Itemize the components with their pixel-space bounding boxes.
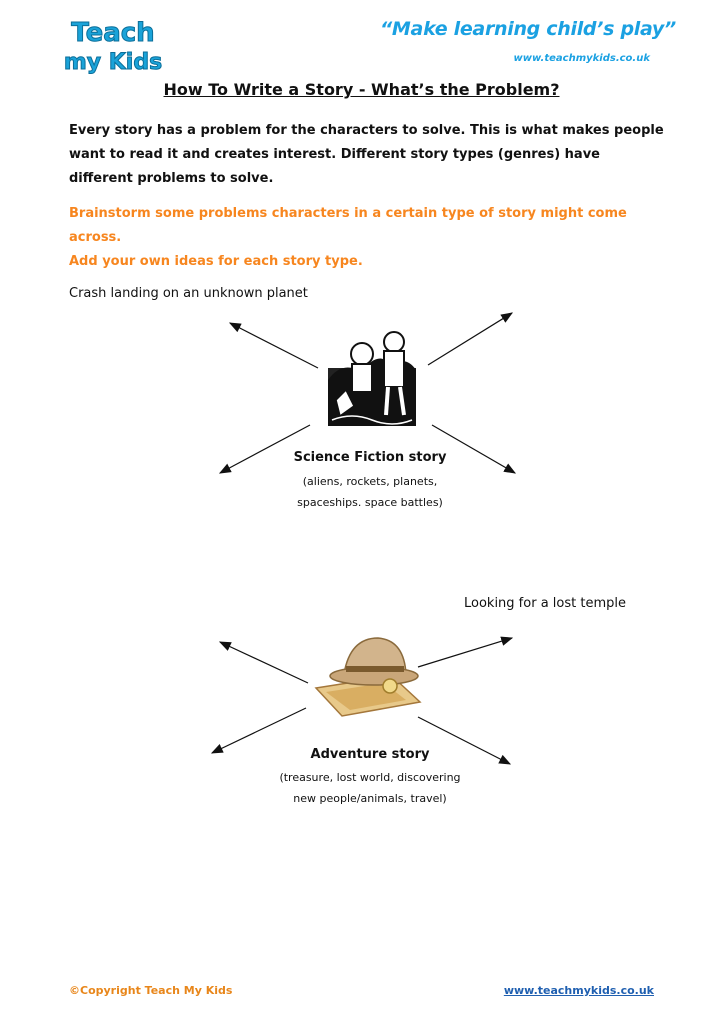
- scifi-illustration: [322, 320, 422, 430]
- scifi-example-idea: Crash landing on an unknown planet: [69, 286, 308, 301]
- header-url[interactable]: www.teachmykids.co.uk: [513, 53, 650, 64]
- instruction-line: Add your own ideas for each story type.: [69, 254, 363, 269]
- intro-line: different problems to solve.: [69, 171, 274, 186]
- arrow-adventure-top-right: [418, 638, 512, 667]
- adventure-story-subtitle: [240, 767, 500, 809]
- scifi-story-title: Science Fiction story: [293, 450, 447, 465]
- subtitle-line: new people/animals, travel): [293, 792, 447, 805]
- instruction-line: Brainstorm some problems characters in a certain type of story might come across.: [69, 206, 627, 245]
- adventure-illustration: [312, 630, 422, 720]
- intro-line: Every story has a problem for the characters to solve. This is what makes people: [69, 123, 664, 138]
- explorer-hat-map-icon: [312, 630, 422, 720]
- footer-url-link[interactable]: www.teachmykids.co.uk: [503, 984, 654, 997]
- arrow-scifi-bottom-left: [220, 425, 310, 473]
- intro-line: want to read it and creates interest. Different story types (genres) have: [69, 147, 600, 162]
- logo-line-1: Teach: [71, 18, 155, 48]
- arrow-scifi-top-right: [428, 313, 512, 365]
- scifi-story-subtitle: [240, 471, 500, 513]
- page-title: How To Write a Story - What’s the Problem?: [163, 80, 560, 99]
- arrow-scifi-top-left: [230, 323, 318, 368]
- subtitle-line: spaceships. space battles): [297, 496, 443, 509]
- logo-line-2: my Kids: [64, 50, 162, 75]
- arrow-adventure-top-left: [220, 642, 308, 683]
- adventure-story-title: Adventure story: [310, 747, 430, 762]
- subtitle-line: (treasure, lost world, discovering: [279, 771, 461, 784]
- tagline: “Make learning child’s play”: [380, 18, 676, 40]
- subtitle-line: (aliens, rockets, planets,: [302, 475, 438, 488]
- adventure-example-idea: Looking for a lost temple: [464, 596, 626, 611]
- footer-copyright: ©Copyright Teach My Kids: [69, 984, 233, 997]
- arrow-scifi-bottom-right: [432, 425, 515, 473]
- astronauts-icon: [322, 320, 422, 430]
